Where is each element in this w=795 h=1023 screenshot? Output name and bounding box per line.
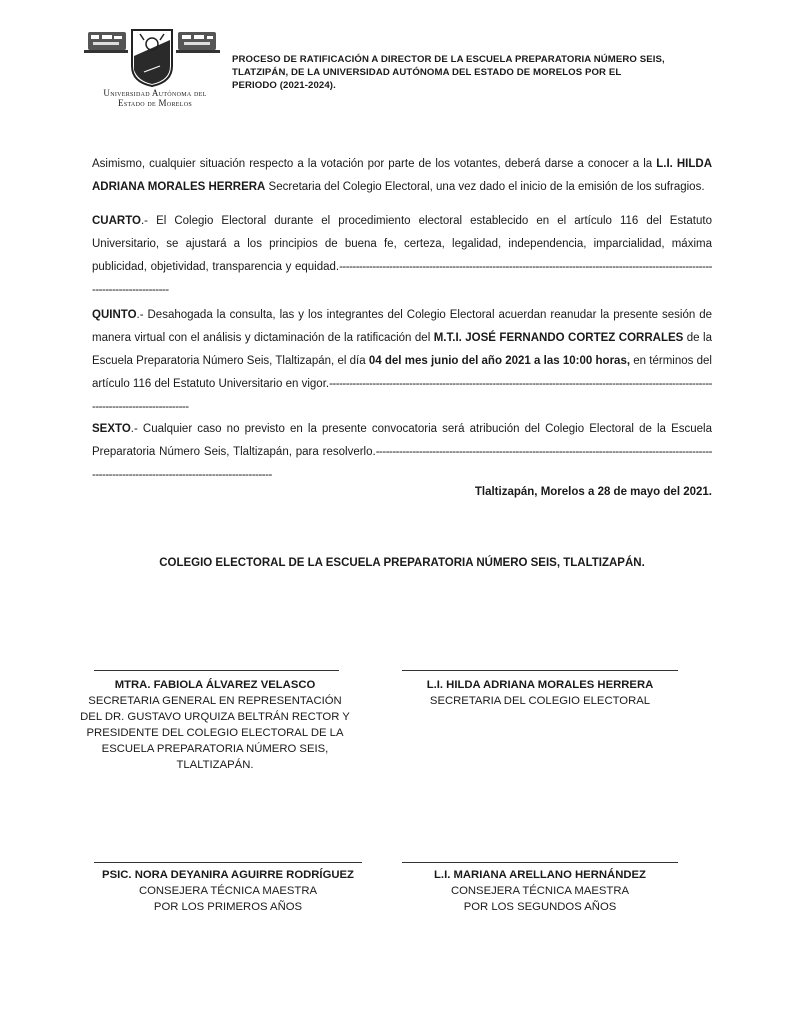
quinto-text-1: .- Desahogada la consulta, las y los integrantes del Colegio Electoral acuerdan reanudar la presente sesión de manera virtual con el análisis y dictaminación de la ratificación del bbox=[92, 309, 712, 344]
intro-text-2: Secretaria del Colegio Electoral, una vez dado el inicio de la emisión de los sufragios. bbox=[265, 181, 705, 193]
signer-name: PSIC. NORA DEYANIRA AGUIRRE RODRÍGUEZ bbox=[102, 869, 354, 881]
signer-role-line: SECRETARIA DEL COLEGIO ELECTORAL bbox=[429, 695, 651, 707]
paragraph-sexto bbox=[92, 418, 712, 487]
signer-role-line: DEL DR. GUSTAVO URQUIZA BELTRÁN RECTOR Y bbox=[80, 711, 350, 723]
signer-role-line: TLALTIZAPÁN. bbox=[176, 759, 254, 771]
signer-name: L.I. MARIANA ARELLANO HERNÁNDEZ bbox=[434, 869, 646, 881]
signature-line-4 bbox=[402, 862, 678, 863]
process-title bbox=[232, 53, 672, 92]
signature-block-4 bbox=[395, 867, 685, 915]
quinto-bold-name: M.T.I. JOSÉ FERNANDO CORTEZ CORRALES bbox=[433, 332, 684, 344]
place-date: Tlaltizapán, Morelos a 28 de mayo del 2021. bbox=[474, 486, 712, 498]
signature-line-2 bbox=[402, 670, 678, 671]
cuarto-text: .- El Colegio Electoral durante el procedimiento electoral establecido en el artículo 116 del Estatuto Universitario, se ajustará a los principios de buena fe, certeza, legalidad, independencia, imparcialidad, máxima publicidad, objetividad, transparencia y equidad. bbox=[92, 215, 712, 273]
process-title-line1: PROCESO DE RATIFICACIÓN A DIRECTOR DE LA ESCUELA PREPARATORIA NÚMERO SEIS, bbox=[232, 54, 665, 65]
cuarto-label: CUARTO bbox=[92, 215, 141, 227]
university-logo bbox=[84, 26, 220, 88]
signer-role-line: POR LOS PRIMEROS AÑOS bbox=[153, 901, 303, 913]
signer-role-line: CONSEJERA TÉCNICA MAESTRA bbox=[138, 885, 318, 897]
sexto-dashes: ----------------------------------------------------------------------------------------------------------------------------------------------------------- bbox=[92, 446, 712, 481]
intro-text-1: Asimismo, cualquier situación respecto a la votación por parte de los votantes, deberá darse a conocer a la bbox=[92, 158, 657, 170]
signer-role-line: CONSEJERA TÉCNICA MAESTRA bbox=[450, 885, 630, 897]
university-name-line1: Universidad Autónoma del bbox=[103, 88, 207, 98]
cuarto-dashes: --------------------------------------------------------------------------------------------------------------------------------------- bbox=[92, 261, 712, 296]
sexto-label: SEXTO bbox=[92, 423, 131, 435]
quinto-label: QUINTO bbox=[92, 309, 137, 321]
quinto-text-2: de la Escuela Preparatoria Número Seis, Tlaltizapán, el día bbox=[92, 332, 712, 367]
signature-line-3 bbox=[94, 862, 362, 863]
process-title-line2: TLATZIPÁN, DE LA UNIVERSIDAD AUTÓNOMA DEL ESTADO DE MORELOS POR EL bbox=[232, 67, 622, 78]
quinto-dashes: ------------------------------------------------------------------------------------------------------------------------------------------------ bbox=[92, 378, 712, 413]
paragraph-intro bbox=[92, 153, 712, 199]
intro-bold-name: L.I. HILDA ADRIANA MORALES HERRERA bbox=[92, 158, 712, 193]
quinto-bold-date: 04 del mes junio del año 2021 a las 10:00 horas, bbox=[368, 355, 631, 367]
sexto-text: .- Cualquier caso no previsto en la presente convocatoria será atribución del Colegio Electoral de la Escuela Preparatoria Número Seis, Tlaltizapán, para resolverlo. bbox=[92, 423, 712, 458]
signer-role-line: PRESIDENTE DEL COLEGIO ELECTORAL DE LA bbox=[86, 727, 344, 739]
signer-role-line: POR LOS SEGUNDOS AÑOS bbox=[463, 901, 617, 913]
signature-block-3 bbox=[78, 867, 378, 915]
signer-name: MTRA. FABIOLA ÁLVAREZ VELASCO bbox=[114, 679, 316, 691]
committee-title: COLEGIO ELECTORAL DE LA ESCUELA PREPARATORIA NÚMERO SEIS, TLALTIZAPÁN. bbox=[159, 557, 645, 569]
university-name-line2: Estado de Morelos bbox=[118, 98, 192, 108]
quinto-text-3: en términos del artículo 116 del Estatuto Universitario en vigor. bbox=[92, 355, 712, 390]
signer-name: L.I. HILDA ADRIANA MORALES HERRERA bbox=[426, 679, 654, 691]
signature-block-2 bbox=[395, 677, 685, 709]
paragraph-quinto bbox=[92, 304, 712, 419]
university-name bbox=[80, 88, 230, 108]
process-title-line3: PERIODO (2021-2024). bbox=[232, 80, 336, 91]
signer-role-line: ESCUELA PREPARATORIA NÚMERO SEIS, bbox=[101, 743, 329, 755]
signer-role-line: SECRETARIA GENERAL EN REPRESENTACIÓN bbox=[88, 695, 342, 707]
signature-block-1 bbox=[70, 677, 360, 773]
signature-line-1 bbox=[94, 670, 339, 671]
paragraph-cuarto bbox=[92, 210, 712, 302]
